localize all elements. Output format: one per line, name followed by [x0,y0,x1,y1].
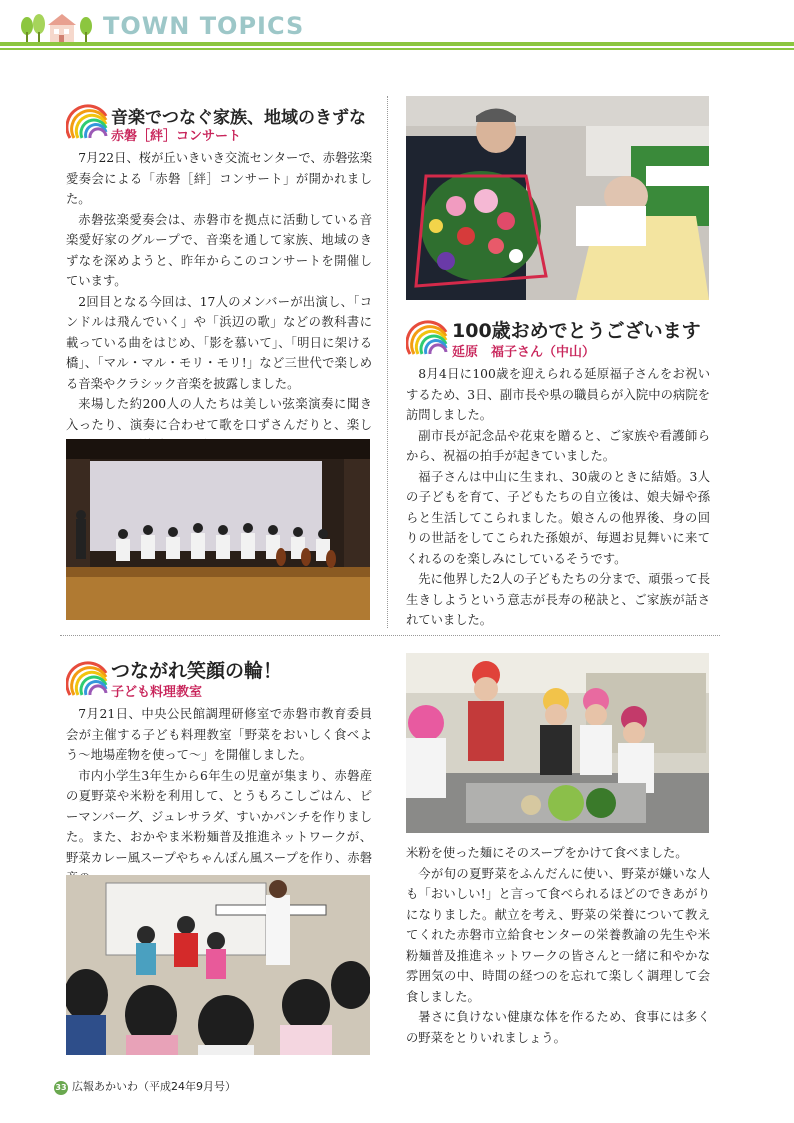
birthday-body [406,364,710,631]
birthday-photo [406,96,709,300]
cooking-title: つながれ笑顔の輪！ [111,660,283,682]
paragraph: 福子さんは中山に生まれ、30歳のときに結婚。3人の子どもを育て、子どもたちの自立後は、娘夫婦や孫らと生活してこられました。娘さんの他界後、身の回りの世話をしてこられた孫娘が、毎週お見舞いに来てくれるのを楽しみにしているそうです。 [406,469,710,566]
paragraph: 市内小学生3年生から6年生の児童が集まり、赤磐産の夏野菜や米粉を利用して、とうもろこしごはん、ピーマンバーグ、ジュレサラダ、すいかパンチを作りました。また、おかやま米粉麺普及推進ネットワークが、野菜カレー風スープやちゃんぽん風スープを作り、赤磐 [66,768,372,865]
paragraph: 7月22日、桜が丘いきいき交流センターで、赤磐弦楽愛奏会による「赤磐［絆］コンサート」が開かれました。 [66,151,372,206]
cooking-photo [406,653,709,833]
paragraph: 暑さに負けない健康な体を作るため、食事には多くの野菜をとりいれましょう。 [406,1010,710,1045]
page-footer [54,1078,236,1095]
header-title: TOWN TOPICS [103,12,305,40]
paragraph: 来場した約200人の人たちは美しい弦楽演奏に聞き入ったり、演奏に合わせて歌を口ずさんだりと、楽し [66,397,372,432]
header-rule [0,42,794,46]
paragraph: 8月4日に100歳を迎えられる延原福子さんをお祝いするため、3日、副市長や県の職員らが入院中の病院を訪問しました。 [406,367,710,422]
cooking-subtitle: 子ども料理教室 [111,685,203,700]
paragraph: 先に他界した2人の子どもたちの分まで、頑張って長生きしようという意志が長寿の秘訣と、ご家族が話されていました。 [406,572,710,627]
rainbow-icon [66,655,108,697]
paragraph: 2回目となる今回は、17人のメンバーが出演し、「コンドルは飛んでいく」や「浜辺の歌」などの教科書に載っている曲をはじめ、「影を慕いて」、「明日に架ける橋」、「マル・マル・モリ・モリ!」など三世代で楽しめる音楽やクラシック音楽を披露しました。 [66,294,372,391]
cooking-body-right [406,843,710,1048]
header-rule-thin [0,48,794,50]
classroom-photo [66,875,370,1055]
column-divider [387,96,388,628]
birthday-subtitle: 延原 福子さん（中山） [452,345,596,360]
concert-title: 音楽でつなぐ家族、地域のきずな [111,108,366,128]
paragraph: 今が旬の夏野菜をふんだんに使い、野菜が嫌いな人も「おいしい!」と言って食べられるほどのできあがりになりました。献立を考え、野菜の栄養について教えてくれた赤磐市立給食センターの栄養教諭の先生や米粉麺普及推進ネットワークの皆さんと一緒に和やかな雰囲気の中、時間の経つのを忘れて楽しく調理して会食しました。 [406,866,710,1004]
concert-body [66,148,372,456]
publication-name: 広報あかいわ（平成24年9月号） [72,1080,236,1093]
concert-subtitle: 赤磐［絆］コンサート [111,129,242,144]
page-header [0,0,794,60]
paragraph: 7月21日、中央公民館調理研修室で赤磐市教育委員会が主催する子ども料理教室「野菜をおいしく食べよう～地場産物を使って～」を開催しました。 [66,707,372,762]
birthday-title: 100歳おめでとうございます [452,320,701,342]
rainbow-icon [406,314,448,356]
page-number: 33 [54,1081,68,1095]
paragraph: 赤磐弦楽愛奏会は、赤磐市を拠点に活動している音楽愛好家のグループで、音楽を通して家族、地域のきずなを深めようと、昨年からこのコンサートを開催しています。 [66,212,372,288]
cooking-body-left [66,704,372,889]
section-divider [60,635,720,636]
paragraph: 米粉を使った麺にそのスープをかけて食べました。 [406,846,688,860]
town-house-icon [18,10,98,44]
rainbow-icon [66,98,108,140]
concert-photo [66,439,370,620]
paragraph: 副市長が記念品や花束を贈ると、ご家族や看護師らから、祝福の拍手が起きていました。 [406,428,710,463]
